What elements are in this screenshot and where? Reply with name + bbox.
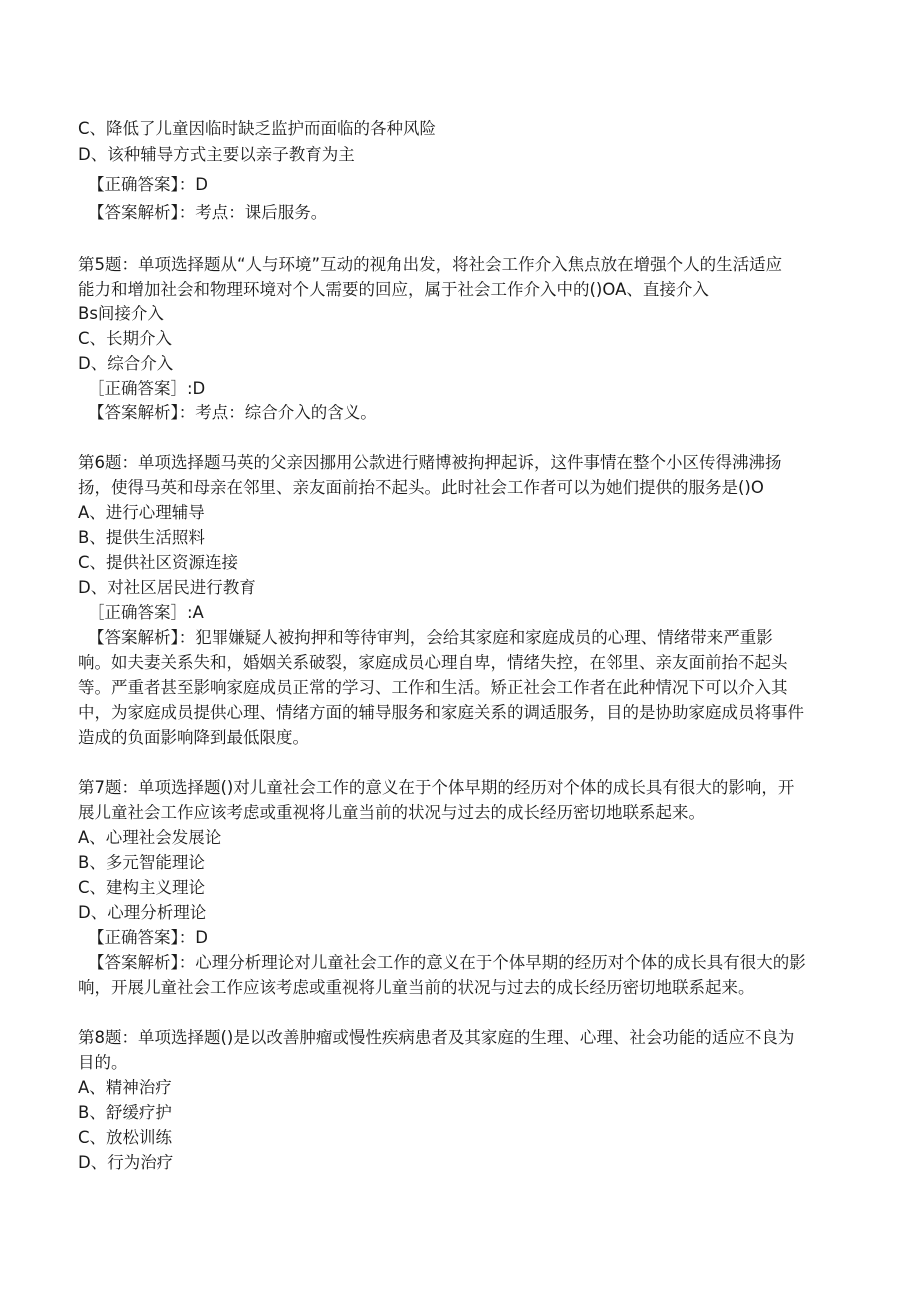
q4-option-c: C、降低了儿童因临时缺乏监护而面临的各种风险 — [78, 119, 437, 138]
q6-analysis-line-4: 中，为家庭成员提供心理、情绪方面的辅导服务和家庭关系的调适服务，目的是协助家庭成员将事件 — [78, 703, 804, 722]
q6-option-a: A、进行心理辅导 — [78, 503, 205, 522]
q8-option-a: A、精神治疗 — [78, 1078, 172, 1097]
q7-option-b: B、多元智能理论 — [78, 853, 205, 872]
q5-option-b: Bs间接介入 — [78, 304, 164, 323]
q5-correct-answer: ［正确答案］:D — [88, 379, 206, 398]
q5-answer-analysis: 【答案解析】：考点：综合介入的含义。 — [88, 403, 377, 422]
q6-analysis-line-1: 【答案解析】：犯罪嫌疑人被拘押和等待审判，会给其家庭和家庭成员的心理、情绪带来严重影 — [88, 628, 773, 647]
q8-option-d: D、行为治疗 — [78, 1153, 174, 1172]
q7-analysis-line-1: 【答案解析】：心理分析理论对儿童社会工作的意义在于个体早期的经历对个体的成长具有很大的影 — [88, 953, 806, 972]
q6-stem-line-1: 第6题：单项选择题马英的父亲因挪用公款进行赌博被拘押起诉，这件事情在整个小区传得沸沸扬 — [78, 453, 782, 472]
q6-stem-line-2: 扬，使得马英和母亲在邻里、亲友面前抬不起头。此时社会工作者可以为她们提供的服务是()O — [78, 478, 764, 497]
q7-option-a: A、心理社会发展论 — [78, 828, 222, 847]
q6-analysis-line-3: 等。严重者甚至影响家庭成员正常的学习、工作和生活。矫正社会工作者在此种情况下可以介入其 — [78, 678, 788, 697]
q4-correct-answer: 【正确答案】：D — [88, 175, 208, 194]
q7-option-d: D、心理分析理论 — [78, 903, 207, 922]
q5-option-c: C、长期介入 — [78, 329, 173, 348]
q7-analysis-line-2: 响，开展儿童社会工作应该考虑或重视将儿童当前的状况与过去的成长经历密切地联系起来。 — [78, 978, 755, 997]
q7-option-c: C、建构主义理论 — [78, 878, 206, 897]
q7-stem-line-2: 展儿童社会工作应该考虑或重视将儿童当前的状况与过去的成长经历密切地联系起来。 — [78, 803, 705, 822]
q4-answer-analysis: 【答案解析】：考点：课后服务。 — [88, 203, 328, 222]
q5-option-d: D、综合介入 — [78, 354, 174, 373]
q6-analysis-line-5: 造成的负面影响降到最低限度。 — [78, 728, 309, 747]
q5-stem-line-2: 能力和增加社会和物理环境对个人需要的回应，属于社会工作介入中的()OA、直接介入 — [78, 280, 709, 299]
q6-option-c: C、提供社区资源连接 — [78, 553, 239, 572]
q4-option-d: D、该种辅导方式主要以亲子教育为主 — [78, 145, 355, 164]
q6-correct-answer: ［正确答案］:A — [88, 603, 204, 622]
q6-analysis-line-2: 响。如夫妻关系失和，婚姻关系破裂，家庭成员心理自卑，情绪失控，在邻里、亲友面前抬不起头 — [78, 653, 788, 672]
q8-option-c: C、放松训练 — [78, 1128, 173, 1147]
q5-stem-line-1: 第5题：单项选择题从“人与环境”互动的视角出发，将社会工作介入焦点放在增强个人的生活适应 — [78, 255, 783, 274]
q7-correct-answer: 【正确答案】：D — [88, 928, 208, 947]
q6-option-b: B、提供生活照料 — [78, 528, 205, 547]
q8-option-b: B、舒缓疗护 — [78, 1103, 172, 1122]
q8-stem-line-1: 第8题：单项选择题()是以改善肿瘤或慢性疾病患者及其家庭的生理、心理、社会功能的适应不良为 — [78, 1028, 795, 1047]
q6-option-d: D、对社区居民进行教育 — [78, 578, 256, 597]
q7-stem-line-1: 第7题：单项选择题()对儿童社会工作的意义在于个体早期的经历对个体的成长具有很大的影响，开 — [78, 778, 795, 797]
q8-stem-line-2: 目的。 — [78, 1053, 128, 1072]
